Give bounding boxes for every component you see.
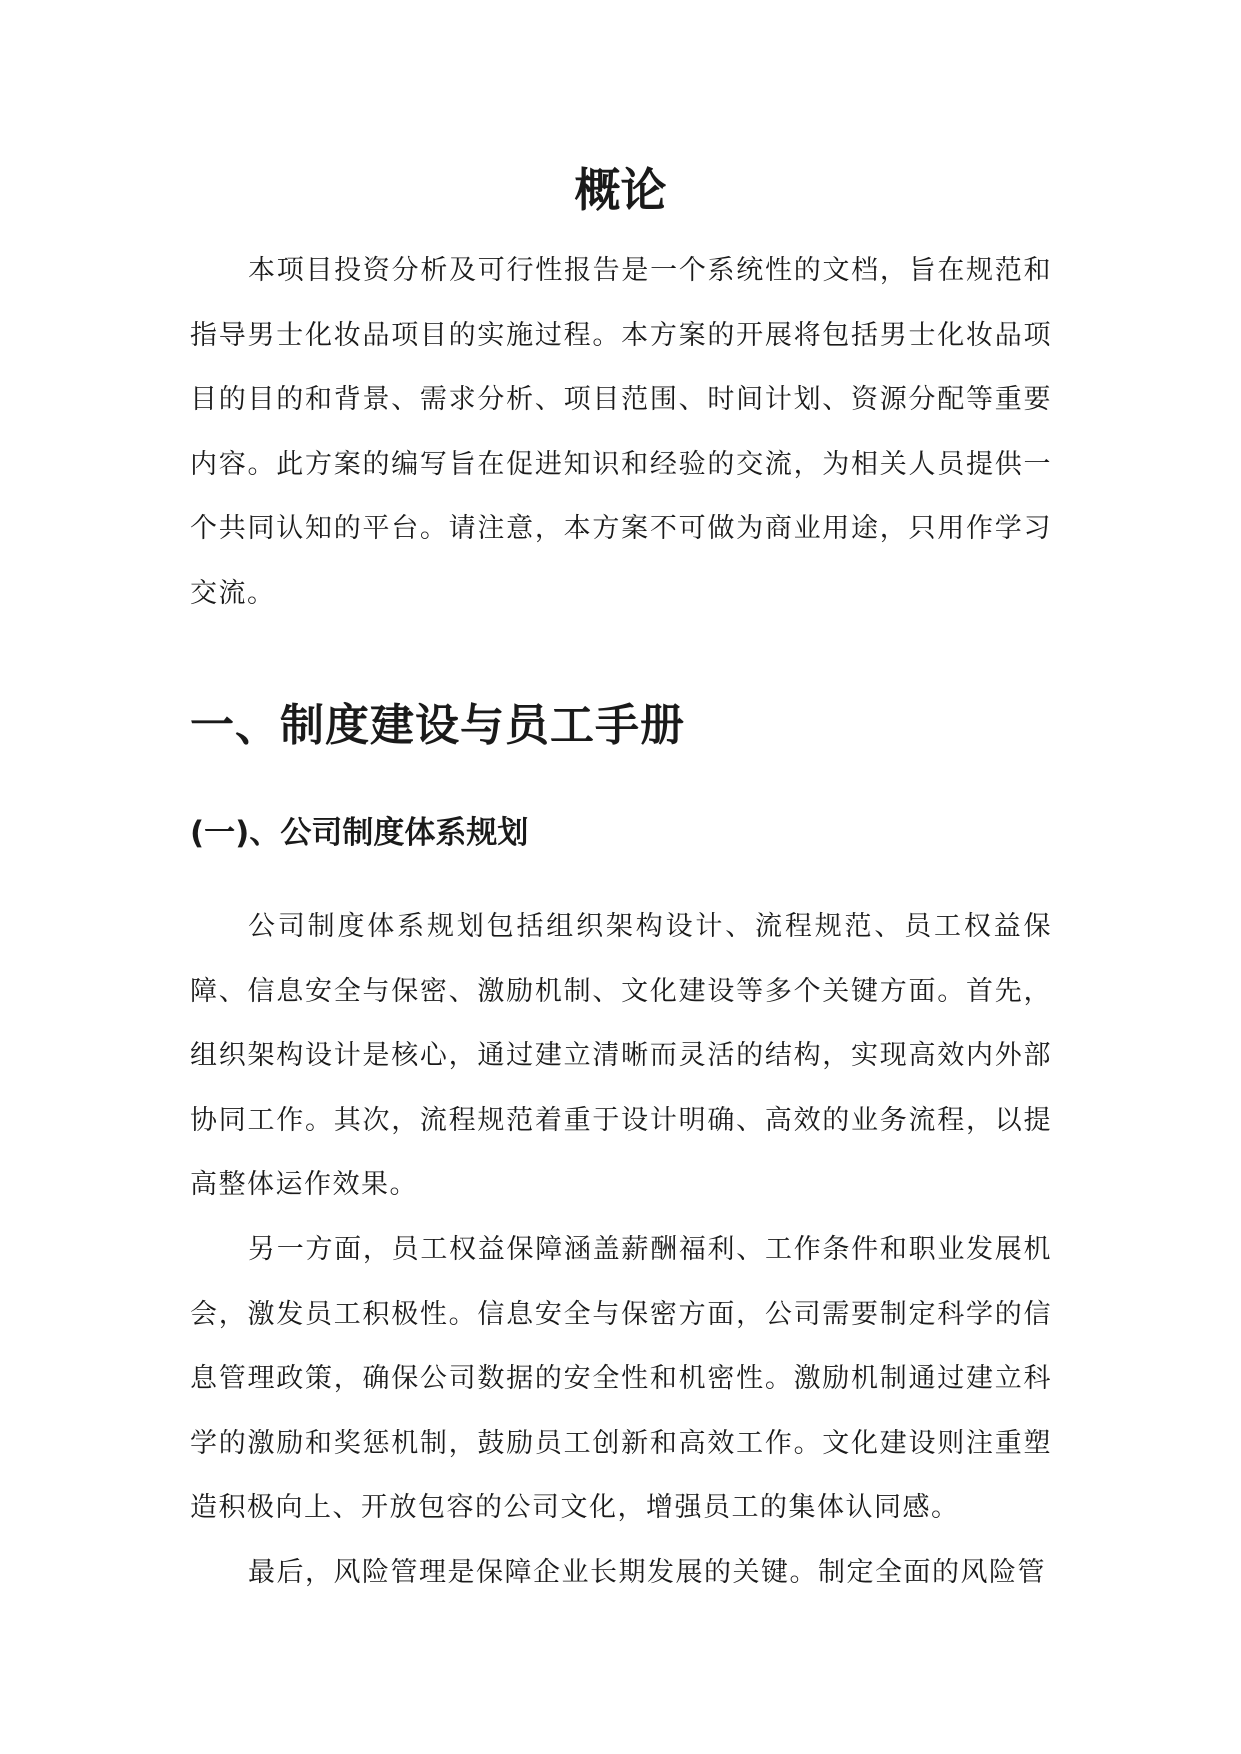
subsection-heading: (一)、公司制度体系规划 (190, 815, 529, 851)
body-paragraph-3: 最后，风险管理是保障企业长期发展的关键。制定全面的风险管 (248, 1557, 1046, 1588)
document-title: 概论 (574, 163, 667, 217)
intro-paragraph: 本项目投资分析及可行性报告是一个系统性的文档，旨在规范和指导男士化妆品项目的实施过程。本方案的开展将包括男士化妆品项目的目的和背景、需求分析、项目范围、时间计划、资源分配等重要内容。此方案的编写旨在促进知识和经验的交流，为相关人员提供一个共同认知的平台。请注意，本方案不可做为商业用途，只用作学习交流。 (190, 255, 1052, 609)
body-paragraph-1: 公司制度体系规划包括组织架构设计、流程规范、员工权益保障、信息安全与保密、激励机制、文化建设等多个关键方面。首先，组织架构设计是核心，通过建立清晰而灵活的结构，实现高效内外部协同工作。其次，流程规范着重于设计明确、高效的业务流程，以提高整体运作效果。 (190, 911, 1052, 1200)
section-heading: 一、制度建设与员工手册 (190, 700, 685, 751)
body-paragraph-2: 另一方面，员工权益保障涵盖薪酬福利、工作条件和职业发展机会，激发员工积极性。信息安全与保密方面，公司需要制定科学的信息管理政策，确保公司数据的安全性和机密性。激励机制通过建立科学的激励和奖惩机制，鼓励员工创新和高效工作。文化建设则注重塑造积极向上、开放包容的公司文化，增强员工的集体认同感。 (190, 1234, 1052, 1523)
